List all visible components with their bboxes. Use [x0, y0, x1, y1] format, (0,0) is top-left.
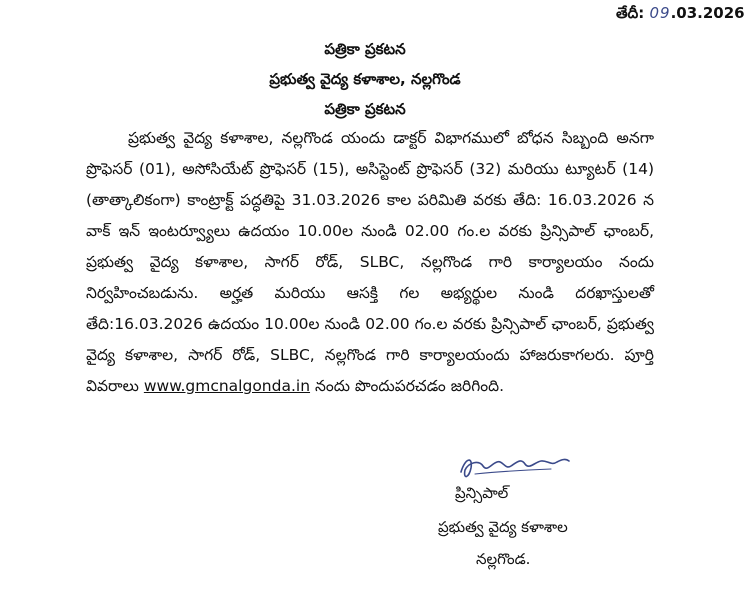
- date-month-year: .03.2026: [670, 4, 745, 22]
- date-label: తేదీ:: [616, 4, 645, 22]
- heading-press-release-repeat: పత్రికా ప్రకటన: [324, 100, 406, 118]
- signatory-place: నల్లగొండ.: [476, 550, 531, 568]
- announcement-text-end: నందు పొందుపరచడం జరిగింది.: [310, 377, 505, 395]
- heading-press-release: పత్రికా ప్రకటన: [324, 40, 406, 58]
- document-date: [616, 4, 745, 26]
- signatory-organization: ప్రభుత్వ వైద్య కళాశాల: [438, 518, 568, 536]
- signatory-title: ప్రిన్సిపాల్: [455, 484, 509, 502]
- announcement-body: [86, 123, 654, 402]
- college-website-link[interactable]: www.gmcnalgonda.in: [143, 377, 311, 395]
- announcement-text: ప్రభుత్వ వైద్య కళాశాల, నల్లగొండ యందు డాక్టర్ విభాగములో బోధన సిబ్బంది అనగా ప్రొఫెసర్ (01), అసోసియేట్ ప్రొఫెసర్ (15), అసిస్టెంట్ ప్రొఫెసర్ (32) మరియు ట్యూటర్ (14) (తాత్కాలికంగా) కాంట్రాక్ట్ పద్ధతిపై 31.03.2026 కాల పరిమితి వరకు తేది: 16.03.2026 న వాక్ ఇన్ ఇంటర్వ్యూలు ఉదయం 10.00ల నుండి 02.00 గం.ల వరకు ప్రిన్సిపాల్ ఛాంబర్, ప్రభుత్వ వైద్య కళాశాల, సాగర్ రోడ్, SLBC, నల్లగొండ గారి కార్యాలయం నందు నిర్వహించబడును. అర్హత మరియు ఆసక్తి గల అభ్యర్థుల నుండి దరఖాస్తులతో తేది:16.03.2026 ఉదయం 10.00ల నుండి 02.00 గం.ల వరకు ప్రిన్సిపాల్ ఛాంబర్, ప్రభుత్వ వైద్య కళాశాల, సాగర్ రోడ్, SLBC, నల్లగొండ గారి కార్యాలయందు హాజరుకాగలరు. పూర్తి వివరాలు: [86, 129, 654, 395]
- heading-college-name: ప్రభుత్వ వైద్య కళాశాల, నల్లగొండ: [269, 70, 461, 88]
- date-day-handwritten: 09: [649, 4, 671, 22]
- principal-signature: [455, 452, 575, 484]
